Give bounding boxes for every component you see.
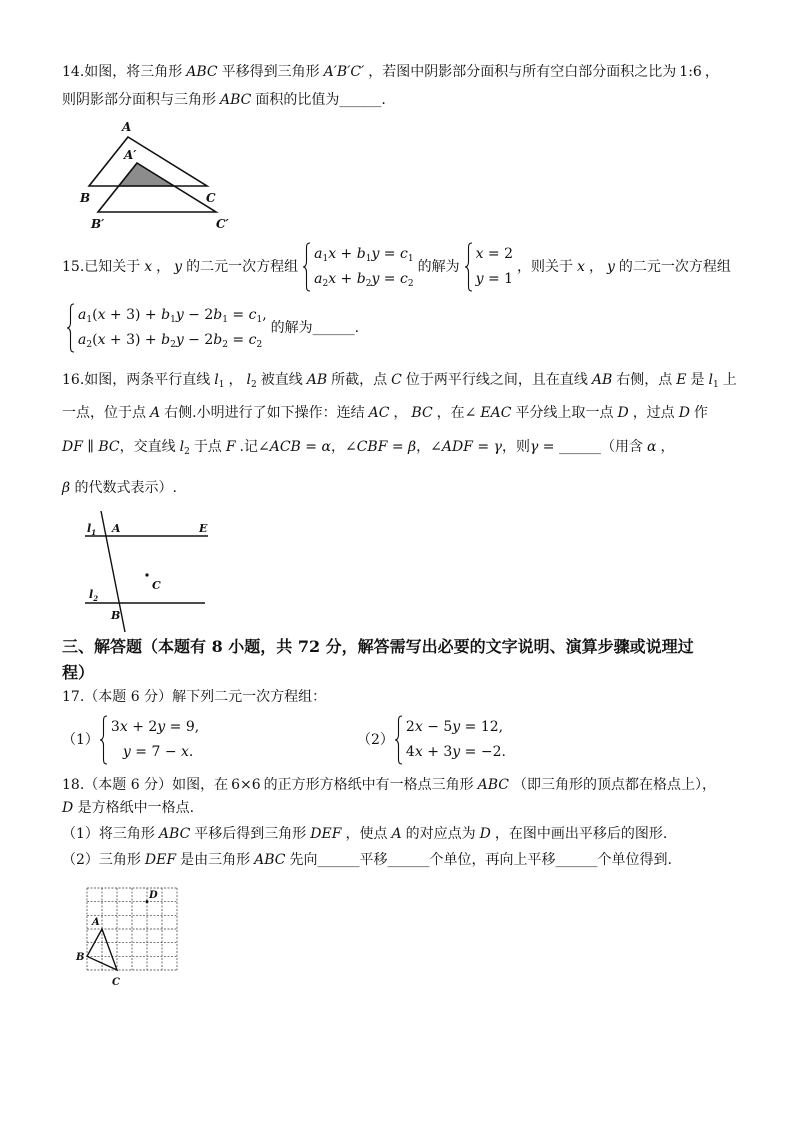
math-symbol: b [356,246,366,262]
section-header-line-2: 程） [62,663,95,682]
q17-part-2 [357,713,510,767]
math-symbol: E [676,372,687,388]
text-run: 作 [693,405,708,421]
math-symbol: A [150,405,161,421]
text-run: ，交直线 [119,439,176,455]
equation-rows [78,303,267,353]
math-symbol: b [161,332,171,348]
text-run: 被直线 [260,372,303,388]
text-run: ，过点 [632,405,675,421]
subscript: 1 [86,315,93,325]
label-e: E [199,522,208,535]
text-run: ， [393,405,408,421]
section-header-line-1: 三、解答题（本题有 8 小题，共 72 分，解答需写出必要的文字说明、演算步骤或说理过 [62,637,694,656]
text-run: 的对应点为 [405,826,476,842]
math-symbol: x [119,719,128,735]
text-run: + 3 [422,744,453,760]
text-run: ， [228,372,243,388]
math-symbol: y [371,271,380,287]
subscript: 2 [365,279,372,289]
text-run: 15.已知关于 [62,259,141,275]
text-run: 位于两平行线之间，且在直线 [405,372,588,388]
math-symbol: ABC [254,852,286,868]
triangle-a-prime-b-prime-c-prime [98,163,216,212]
part-label: （1） [62,732,99,748]
q18-line-3 [62,824,667,844]
subscript: 2 [322,279,329,289]
label-l1: $l_1$ [87,522,97,537]
q14-line-1 [62,62,719,82]
math-symbol: l [179,439,185,455]
subscript: 2 [256,340,263,350]
equation-system-part-2 [394,715,506,765]
math-symbol: ACB [269,439,301,455]
math-symbol: ABC [220,92,252,108]
text-run: 的二元一次方程组 [618,259,731,275]
math-symbol: l [708,372,713,388]
subscript: 2 [170,340,176,350]
math-symbol: a [78,307,87,323]
math-symbol: AB [591,372,613,388]
math-symbol: a [314,271,323,287]
math-symbol: x [414,719,423,735]
label-a-prime: A′ [124,148,137,162]
q15-line-1 [62,240,731,294]
text-run: . [188,744,194,760]
math-symbol: D [479,826,491,842]
text-run: 2 [405,719,415,735]
text-run: ， [588,259,603,275]
text-run: 所截，点 [331,372,388,388]
equation-rows [111,715,199,765]
text-run: （即三角形的顶点都在格点上）， [513,777,716,793]
text-run: 的代数式表示）. [70,480,177,496]
equation-row-1 [314,242,413,267]
text-run: = [472,439,494,455]
text-run: 的正方形方格纸中有一格点三角形 [263,777,474,793]
equation-row-1 [78,303,267,328]
text-run: ( [92,332,98,348]
text-run: ∥ [82,439,99,455]
text-run: 一点，位于点 [62,405,146,421]
subscript: 1 [407,254,414,264]
label-c: C [112,977,120,988]
math-symbol: b [213,307,223,323]
text-run: = [227,332,249,348]
label-b: B [111,609,121,622]
math-symbol: β [408,439,417,455]
text-run: = 12, [460,719,504,735]
label-c: C [152,579,161,592]
math-symbol: EAC [480,405,512,421]
equation-row-1 [111,715,199,740]
math-symbol: b [161,307,171,323]
q15-text-part-3 [517,259,731,275]
math-symbol: c [248,332,257,348]
text-run: + 3) + [105,332,162,348]
point-c-dot [145,573,148,576]
math-symbol: x [328,246,337,262]
math-symbol: x [97,332,106,348]
text-run: 平移后得到三角形 [194,826,307,842]
math-symbol: y [174,259,183,275]
text-run: 的解为 [417,259,460,275]
text-run: ，在∠ [436,405,477,421]
math-symbol: D [617,405,629,421]
text-run: − 2 [183,332,214,348]
text-run: 是由三角形 [180,852,251,868]
math-symbol: DEF [310,826,342,842]
text-run: ( [92,307,98,323]
text-run: = [227,307,249,323]
subscript: 1 [256,315,263,325]
math-symbol: a [314,246,323,262]
equation-system-shifted [66,303,267,353]
math-symbol: l [246,372,251,388]
math-symbol: x [97,307,106,323]
text-run: 的二元一次方程组 [186,259,299,275]
text-run: （2）三角形 [62,852,141,868]
text-run: = 9, [165,719,200,735]
text-run: 则阴影部分面积与三角形 [62,92,216,108]
math-symbol: c [400,271,408,287]
text-run: ，使点 [345,826,388,842]
math-symbol: D [62,800,74,816]
text-run: 右侧，点 [616,372,673,388]
math-symbol: y [371,246,380,262]
q16-line-1 [62,370,737,390]
math-symbol: ABC [477,777,509,793]
text-run: 3 [110,719,120,735]
q15-text-part-2 [418,259,460,275]
math-symbol: DF [62,439,83,455]
label-l2: $l_2$ [89,588,99,603]
text-run: − 5 [422,719,453,735]
text-run: ，若图中阴影部分面积与所有空白部分面积之比为 [368,64,677,80]
math-symbol: y [475,271,484,287]
math-symbol: y [452,719,461,735]
math-symbol: b [356,271,366,287]
math-symbol: D [678,405,690,421]
figure-grid-paper [72,884,187,990]
label-b: B [80,191,91,205]
math-symbol: y [606,259,615,275]
text-run: = [379,271,400,287]
text-run: 18.（本题 6 分）如图，在 [62,777,229,793]
text-run: 上 [722,372,737,388]
q18-line-1 [62,775,716,795]
label-c: C [206,191,216,205]
math-symbol: F [225,439,236,455]
math-symbol: y [452,744,461,760]
left-brace-icon [302,242,311,292]
math-symbol: y [175,332,184,348]
q18-line-2 [62,798,194,818]
label-a: A [112,522,121,535]
left-brace-icon [66,303,75,353]
math-symbol: y [157,719,166,735]
math-symbol: BC [411,405,433,421]
subscript: 2 [86,340,93,350]
subscript: 2 [184,447,190,457]
figure-translated-triangles [75,118,245,233]
math-symbol: a [78,332,87,348]
equation-row-2 [314,267,413,292]
math-symbol: x [144,259,153,275]
math-symbol: γ [493,439,502,455]
q17-stem: 17.（本题 6 分）解下列二元一次方程组： [62,689,327,705]
text-run: 14.如图，将三角形 [62,64,183,80]
math-symbol: DEF [144,852,177,868]
equation-row-1 [406,715,506,740]
subscript: 1 [322,254,329,264]
text-run: = 2 [483,246,514,262]
math-symbol: BC [98,439,120,455]
text-run: = 1 [483,271,514,287]
equation-row-2 [78,328,267,353]
text-run: 平分线上取一点 [515,405,614,421]
equation-row-1 [476,242,513,267]
text-run: + 3) + [105,307,162,323]
subscript: 2 [222,340,228,350]
label-a: A [122,120,132,134]
text-run: = [387,439,409,455]
math-symbol: ADF [441,439,473,455]
q16-line-4 [62,478,177,498]
math-symbol: y [175,307,184,323]
text-run: ，则关于 [517,259,574,275]
figure-parallel-lines [80,505,220,633]
q16-line-3 [62,437,674,457]
left-brace-icon [99,715,108,765]
math-symbol: x [328,271,337,287]
math-symbol: C [391,372,402,388]
math-symbol: AB [306,372,328,388]
math-symbol: α [321,439,331,455]
label-d: D [149,890,158,901]
text-run: 先向______平移______个单位，再向上平移______个单位得到. [289,852,672,868]
text-run: + 2 [127,719,158,735]
label-a: A [92,917,100,928]
math-symbol: b [213,332,223,348]
subscript: 1 [170,315,176,325]
subscript: 1 [365,254,372,264]
text-run: 是方格纸中一格点. [73,800,195,816]
text-run: , [262,307,267,323]
equation-row-2 [476,267,513,292]
label-b-prime: B′ [91,217,105,231]
math-symbol: ABC [158,826,191,842]
math-symbol: 6×6 [231,777,261,793]
math-symbol: 1:6 [679,64,702,80]
text-run: 的解为______. [270,320,360,336]
text-run: = [379,246,400,262]
part-label: （2） [357,732,394,748]
equation-row-2 [406,740,506,765]
math-symbol: x [414,744,423,760]
text-run: 16.如图，两条平行直线 [62,372,211,388]
label-c-prime: C′ [216,217,229,231]
q16-line-2 [62,403,708,423]
text-run: ，在图中画出平移后的图形. [494,826,668,842]
math-symbol: c [248,307,257,323]
math-symbol: c [400,246,408,262]
equation-rows [476,242,513,292]
text-run: = 7 − [130,744,182,760]
text-run: − 2 [183,307,214,323]
subscript: 1 [218,380,225,390]
text-run: 于点 [193,439,222,455]
text-run: ，∠ [416,439,442,455]
math-symbol: y [122,744,131,760]
left-brace-icon [394,715,403,765]
text-run: .记∠ [239,439,270,455]
grid-lines [87,888,177,970]
math-symbol: x [181,744,189,760]
q18-line-4 [62,850,672,870]
math-symbol: l [214,372,219,388]
equation-system-solution [464,242,513,292]
math-symbol: AC [368,405,390,421]
math-symbol: A′B′C′ [323,64,365,80]
equation-row-2 [111,740,199,765]
subscript: 2 [250,380,257,390]
subscript: 2 [407,279,414,289]
q17-part-1 [62,713,203,767]
text-run: ， [660,439,675,455]
math-symbol: x [577,259,585,275]
subscript: 1 [222,315,228,325]
equation-system-part-1 [99,715,199,765]
label-b: B [76,952,85,963]
text-run: = [300,439,322,455]
q15-line-2 [66,301,359,355]
text-run: = ______（用含 [538,439,643,455]
text-run: ， [704,64,719,80]
q14-line-2 [62,90,386,110]
text-run: + [336,271,357,287]
q15-text-part-4 [271,320,359,336]
text-run: 4 [405,744,415,760]
math-symbol: CBF [356,439,388,455]
text-run: 是 [690,372,705,388]
math-symbol: α [646,439,657,455]
subscript: 1 [712,380,719,390]
text-run: 右侧.小明进行了如下操作：连结 [164,405,365,421]
math-symbol: β [62,480,71,496]
left-brace-icon [464,242,473,292]
math-symbol: ABC [186,64,218,80]
math-symbol: x [475,246,484,262]
text-run: + [336,246,357,262]
math-symbol: A [391,826,402,842]
text-run: （1）将三角形 [62,826,155,842]
text-run: 面积的比值为______. [255,92,386,108]
text-run: = −2. [460,744,506,760]
equation-rows [406,715,506,765]
text-run: ， [156,259,171,275]
equation-rows [314,242,413,292]
text-run: ，则 [501,439,530,455]
text-run: ，∠ [330,439,357,455]
math-symbol: γ [529,439,539,455]
q15-text-part-1 [62,259,298,275]
text-run: 平移得到三角形 [221,64,320,80]
equation-system-original [302,242,413,292]
